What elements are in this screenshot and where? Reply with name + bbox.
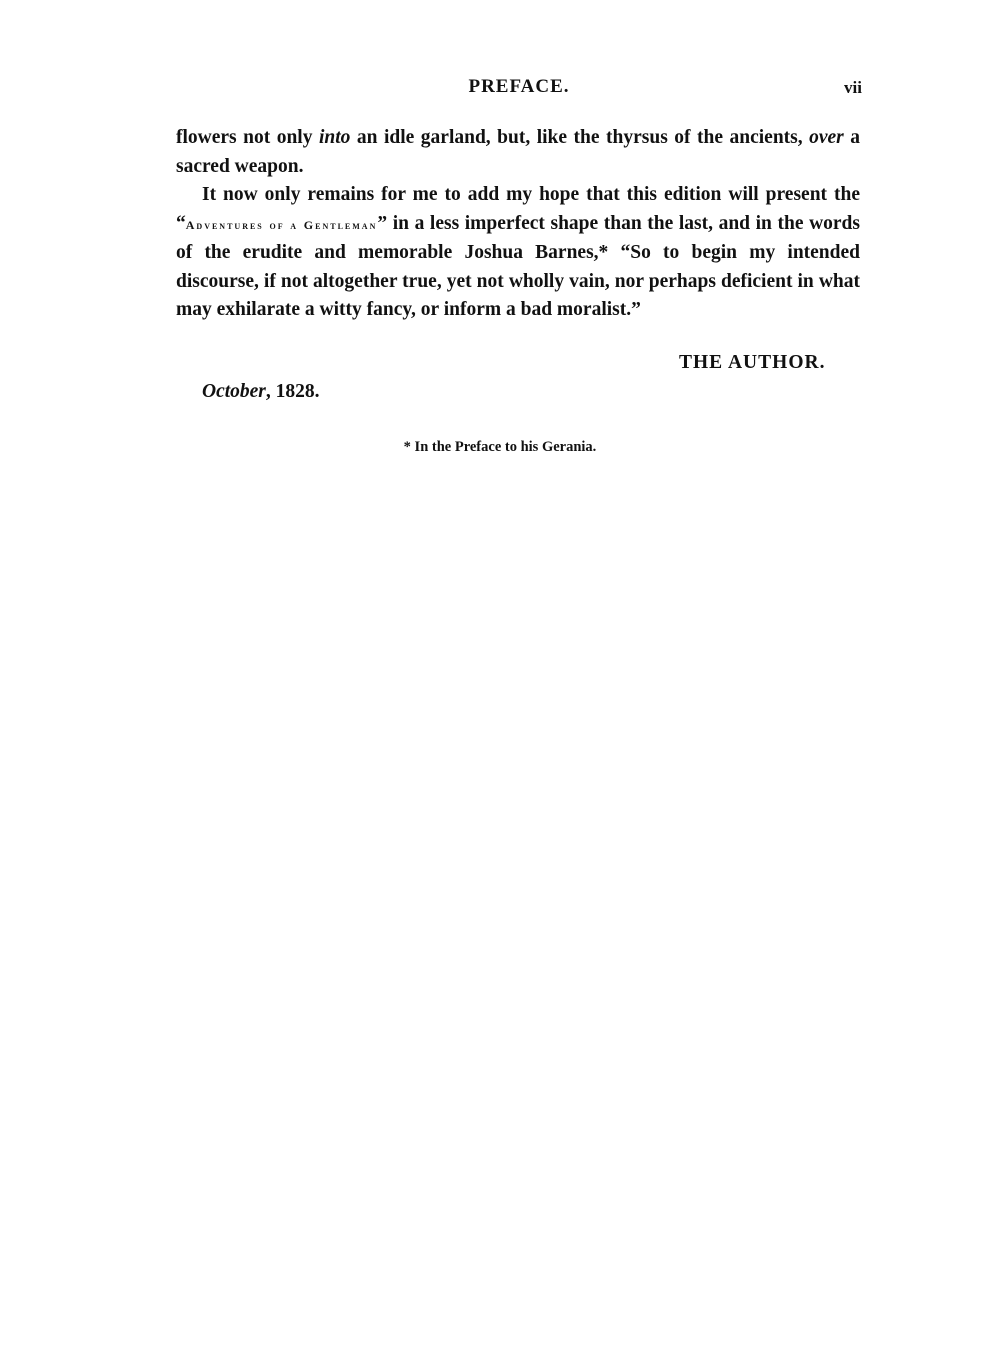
body-text <box>176 124 860 325</box>
running-title: PREFACE. <box>468 76 570 97</box>
paragraph-closing <box>176 181 860 325</box>
date-month: October <box>202 381 266 402</box>
text-span: an idle garland, but, like the thyrsus of the ancients, <box>350 127 810 148</box>
italic-text: over <box>809 127 844 148</box>
text-span: flowers not only <box>176 127 319 148</box>
page-number: vii <box>844 78 862 97</box>
dateline <box>202 381 320 403</box>
text-span: It now only remains for me to add my hope that this edition will present the “ <box>176 184 860 234</box>
small-caps-title: Adventures of a Gentleman <box>185 217 378 232</box>
date-year: , 1828. <box>265 381 320 402</box>
italic-text: into <box>318 127 351 148</box>
running-head <box>176 76 862 102</box>
footnote: * In the Preface to his Gerania. <box>403 439 597 455</box>
text-span: ” in a less imperfect shape than the last, and in the words of the erudite and memorable Joshua Barnes,* “So to begin my intended discourse, if not altogether true, yet not wholly vain, nor perhaps deficient in what may exhilarate a witty fancy, or inform a bad moralist.” <box>176 212 860 320</box>
text-span: a sacred weapon. <box>176 127 861 177</box>
author-signature: THE AUTHOR. <box>679 352 826 373</box>
paragraph-continuation <box>176 124 860 181</box>
